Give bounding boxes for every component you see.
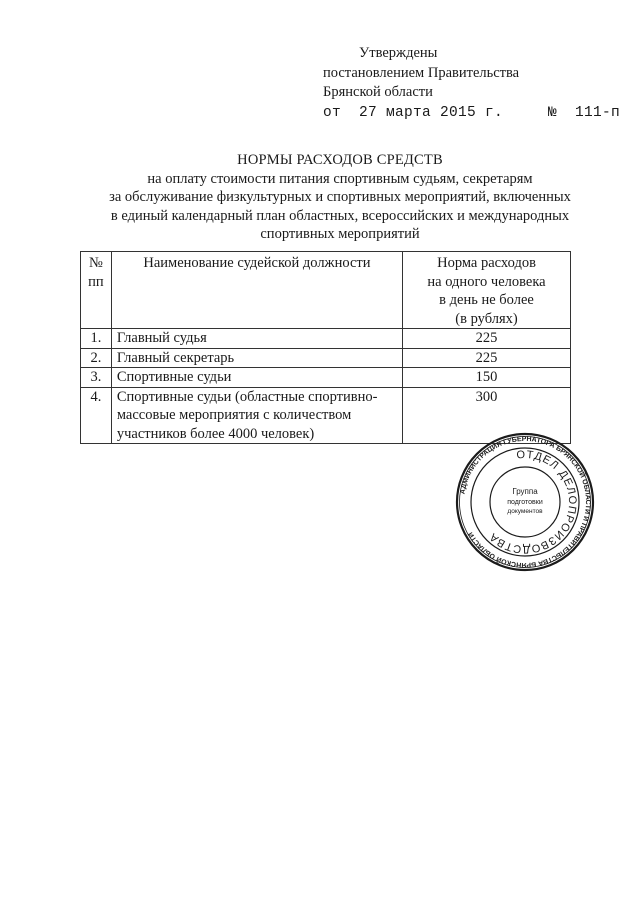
document-title: НОРМЫ РАСХОДОВ СРЕДСТВ (237, 152, 443, 168)
header-norm (403, 252, 571, 329)
row-number: 3. (81, 368, 112, 388)
document-subtitle-line-4: спортивных мероприятий (260, 226, 420, 243)
header-norm-line-1: Норма расходов (437, 255, 536, 271)
row-position-name: Главный судья (111, 329, 402, 349)
approval-block (323, 44, 620, 123)
approval-date-number: от 27 марта 2015 г. № 111-п (323, 104, 621, 121)
header-norm-line-2: на одного человека (427, 273, 546, 290)
approval-line-decree: постановлением Правительства (323, 64, 520, 81)
header-number-abbr: пп (88, 273, 104, 290)
document-subtitle-line-2: за обслуживание физкультурных и спортивных мероприятий, включенных (109, 189, 571, 206)
table-row (81, 329, 571, 349)
document-subtitle-line-3: в единый календарный план областных, всероссийских и международных (110, 207, 570, 224)
approval-line-region: Брянской области (323, 84, 433, 100)
row-number: 2. (81, 348, 112, 368)
row-position-name: Главный секретарь (111, 348, 402, 368)
seal-center-line-3: документов (507, 508, 543, 515)
document-heading (60, 151, 620, 244)
row-position-name: Спортивные судьи (111, 368, 402, 388)
seal-inner-text: ОТДЕЛ ДЕЛОПРОИЗВОДСТВА (486, 448, 579, 556)
seal-outer-text: АДМИНИСТРАЦИЯ ГУБЕРНАТОРА БРЯНСКОЙ ОБЛАСТИ И ПРАВИТЕЛЬСТВА БРЯНСКОЙ ОБЛАСТИ (459, 435, 592, 569)
table-row (81, 368, 571, 388)
row-number: 4. (81, 387, 112, 444)
table-row (81, 348, 571, 368)
row-norm-value: 300 (403, 387, 571, 444)
seal-center-line-2: подготовки (507, 499, 543, 506)
row-norm-value: 150 (403, 368, 571, 388)
row-norm-value: 225 (403, 329, 571, 349)
row-position-name: Спортивные судьи (областные спортивно-массовые мероприятия с количеством участников более 4000 человек) (111, 387, 402, 444)
row-norm-value: 225 (403, 348, 571, 368)
approval-title: Утверждены (359, 45, 438, 61)
header-norm-line-4: (в рублях) (455, 310, 518, 327)
official-seal-stamp (455, 432, 595, 572)
header-norm-line-3: в день не более (439, 292, 534, 308)
header-number-symbol: № (89, 255, 103, 271)
seal-icon (455, 432, 595, 572)
seal-center-line-1: Группа (512, 487, 538, 496)
norms-table (80, 251, 571, 444)
table-header-row (81, 252, 571, 329)
header-number (81, 252, 112, 329)
header-position-name: Наименование судейской должности (111, 252, 402, 329)
document-subtitle-line-1: на оплату стоимости питания спортивным судьям, секретарям (147, 170, 533, 187)
row-number: 1. (81, 329, 112, 349)
